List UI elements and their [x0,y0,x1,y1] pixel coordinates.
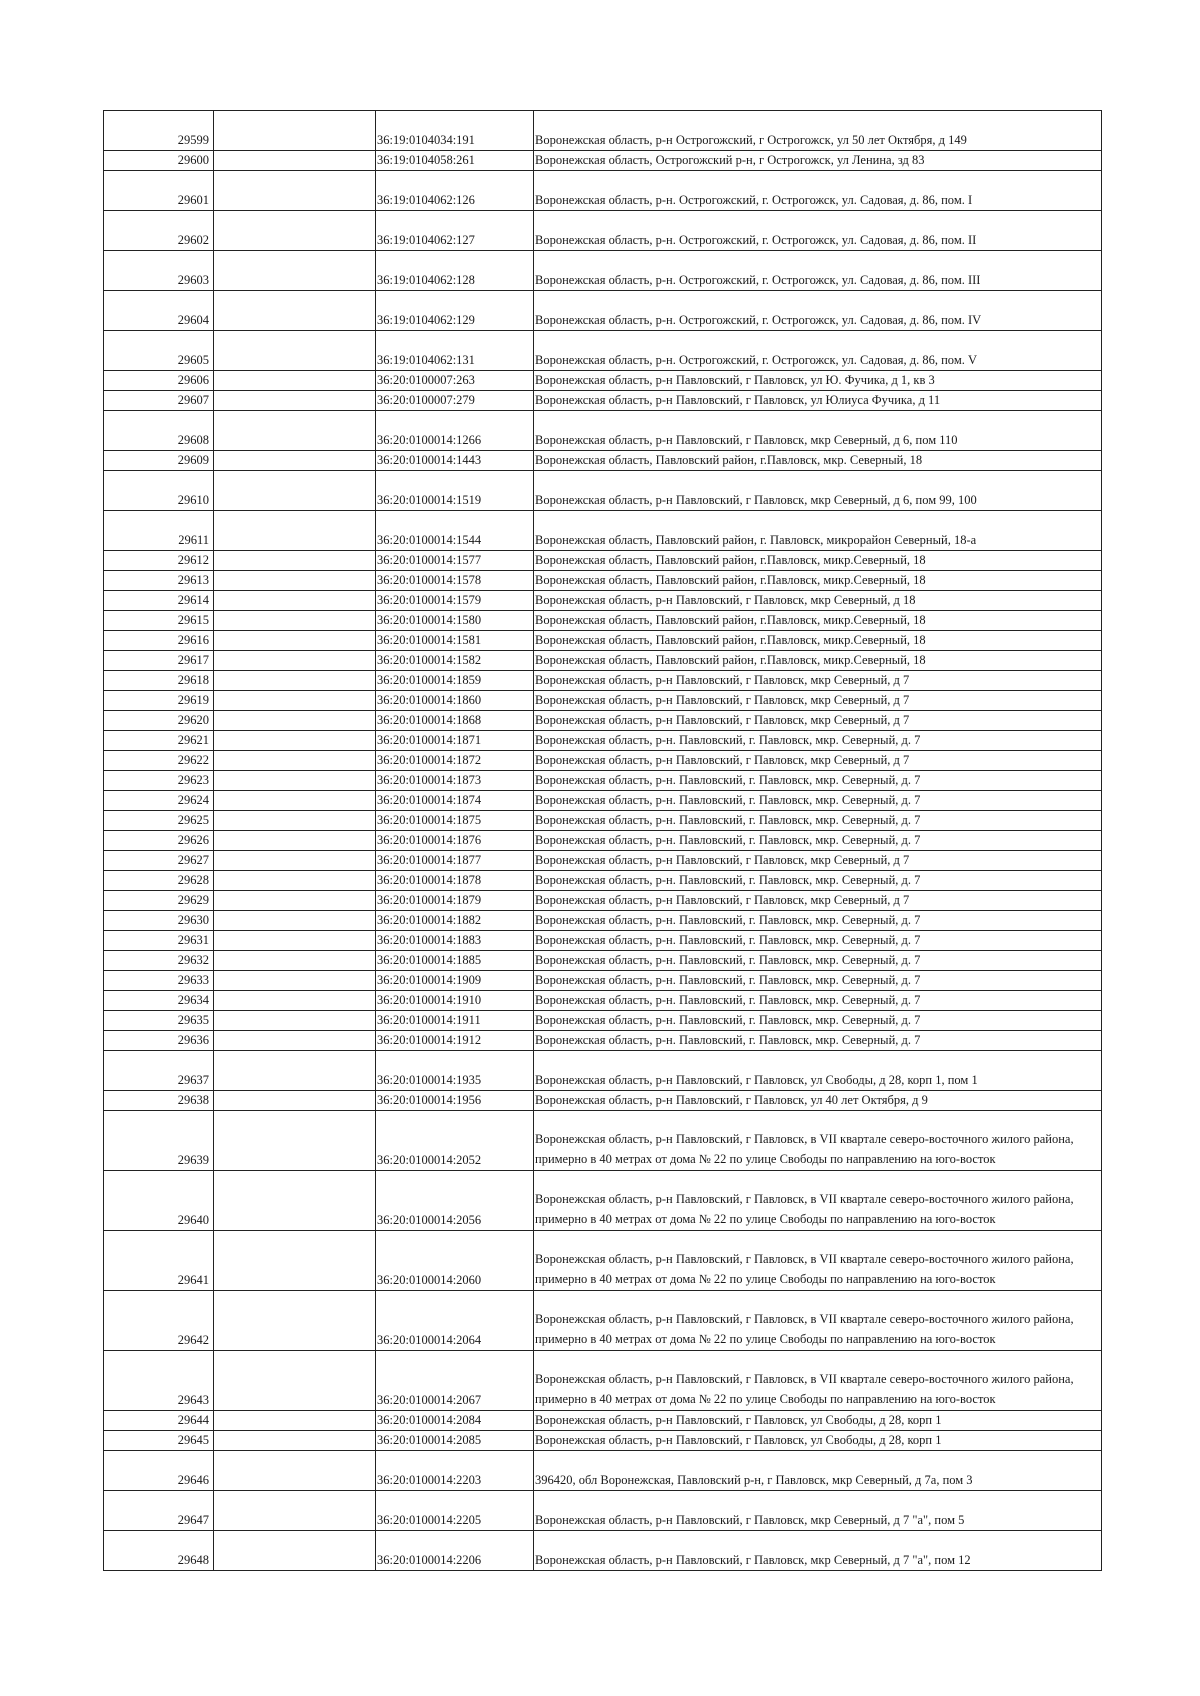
table-row [104,1431,1102,1451]
table-row [104,591,1102,611]
empty-cell [214,1031,376,1051]
cadastral-number-cell: 36:20:0100014:1443 [376,451,534,471]
row-number-cell: 29642 [104,1291,214,1351]
address-cell: Воронежская область, р-н Павловский, г Павловск, мкр Северный, д 18 [534,591,1102,611]
table-row [104,691,1102,711]
row-number-cell: 29615 [104,611,214,631]
row-number-cell: 29616 [104,631,214,651]
cadastral-number-cell: 36:20:0100014:1582 [376,651,534,671]
row-number-cell: 29635 [104,1011,214,1031]
row-number-cell: 29640 [104,1171,214,1231]
cadastral-number-cell: 36:19:0104062:126 [376,171,534,211]
row-number-cell: 29617 [104,651,214,671]
cadastral-number-cell: 36:20:0100014:1910 [376,991,534,1011]
cadastral-number-cell: 36:20:0100014:1911 [376,1011,534,1031]
empty-cell [214,1451,376,1491]
row-number-cell: 29622 [104,751,214,771]
cadastral-number-cell: 36:20:0100014:1885 [376,951,534,971]
empty-cell [214,1411,376,1431]
address-cell: Воронежская область, р-н Павловский, г Павловск, ул Свободы, д 28, корп 1 [534,1411,1102,1431]
registry-table-sheet [103,110,1101,1571]
row-number-cell: 29628 [104,871,214,891]
row-number-cell: 29602 [104,211,214,251]
row-number-cell: 29613 [104,571,214,591]
row-number-cell: 29637 [104,1051,214,1091]
empty-cell [214,731,376,751]
address-cell: Воронежская область, р-н. Павловский, г. Павловск, мкр. Северный, д. 7 [534,791,1102,811]
empty-cell [214,771,376,791]
table-row [104,971,1102,991]
cadastral-number-cell: 36:20:0100014:1860 [376,691,534,711]
address-cell: Воронежская область, р-н Павловский, г Павловск, мкр Северный, д 7 [534,851,1102,871]
row-number-cell: 29607 [104,391,214,411]
cadastral-number-cell: 36:20:0100014:2206 [376,1531,534,1571]
address-cell: 396420, обл Воронежская, Павловский р-н, г Павловск, мкр Северный, д 7а, пом 3 [534,1451,1102,1491]
table-row [104,471,1102,511]
table-row [104,851,1102,871]
cadastral-number-cell: 36:19:0104034:191 [376,111,534,151]
table-row [104,951,1102,971]
cadastral-number-cell: 36:20:0100014:1912 [376,1031,534,1051]
address-cell: Воронежская область, Павловский район, г.Павловск, мкр. Северный, 18 [534,451,1102,471]
empty-cell [214,851,376,871]
cadastral-number-cell: 36:20:0100014:1580 [376,611,534,631]
cadastral-number-cell: 36:20:0100014:2060 [376,1231,534,1291]
address-cell: Воронежская область, р-н Павловский, г Павловск, в VII квартале северо-восточного жилого района, примерно в 40 метрах от дома № 22 по улице Свободы по направлению на юго-восток [534,1171,1102,1231]
cadastral-number-cell: 36:20:0100014:1579 [376,591,534,611]
address-cell: Воронежская область, р-н Павловский, г Павловск, ул Свободы, д 28, корп 1, пом 1 [534,1051,1102,1091]
address-cell: Воронежская область, р-н. Павловский, г. Павловск, мкр. Северный, д. 7 [534,991,1102,1011]
empty-cell [214,1231,376,1291]
empty-cell [214,651,376,671]
empty-cell [214,991,376,1011]
table-row [104,811,1102,831]
table-row [104,631,1102,651]
empty-cell [214,1431,376,1451]
address-cell: Воронежская область, р-н Павловский, г Павловск, мкр Северный, д 6, пом 99, 100 [534,471,1102,511]
table-row [104,111,1102,151]
empty-cell [214,611,376,631]
row-number-cell: 29647 [104,1491,214,1531]
cadastral-number-cell: 36:20:0100014:1519 [376,471,534,511]
table-row [104,291,1102,331]
empty-cell [214,1051,376,1091]
row-number-cell: 29599 [104,111,214,151]
row-number-cell: 29606 [104,371,214,391]
address-cell: Воронежская область, р-н Павловский, г Павловск, ул 40 лет Октября, д 9 [534,1091,1102,1111]
address-cell: Воронежская область, р-н. Павловский, г. Павловск, мкр. Северный, д. 7 [534,771,1102,791]
empty-cell [214,1091,376,1111]
cadastral-number-cell: 36:20:0100007:279 [376,391,534,411]
row-number-cell: 29636 [104,1031,214,1051]
cadastral-number-cell: 36:20:0100014:1875 [376,811,534,831]
empty-cell [214,251,376,291]
table-row [104,391,1102,411]
empty-cell [214,1011,376,1031]
address-cell: Воронежская область, Павловский район, г.Павловск, микр.Северный, 18 [534,551,1102,571]
address-cell: Воронежская область, р-н Павловский, г Павловск, мкр Северный, д 7 [534,691,1102,711]
table-row [104,671,1102,691]
row-number-cell: 29631 [104,931,214,951]
row-number-cell: 29644 [104,1411,214,1431]
address-cell: Воронежская область, р-н Павловский, г Павловск, мкр Северный, д 7 [534,671,1102,691]
row-number-cell: 29610 [104,471,214,511]
address-cell: Воронежская область, р-н Павловский, г Павловск, в VII квартале северо-восточного жилого района, примерно в 40 метрах от дома № 22 по улице Свободы по направлению на юго-восток [534,1231,1102,1291]
row-number-cell: 29601 [104,171,214,211]
cadastral-number-cell: 36:20:0100014:1877 [376,851,534,871]
address-cell: Воронежская область, р-н. Павловский, г. Павловск, мкр. Северный, д. 7 [534,951,1102,971]
table-row [104,571,1102,591]
row-number-cell: 29614 [104,591,214,611]
row-number-cell: 29632 [104,951,214,971]
table-row [104,1491,1102,1531]
row-number-cell: 29630 [104,911,214,931]
empty-cell [214,1111,376,1171]
address-cell: Воронежская область, р-н Павловский, г Павловск, мкр Северный, д 7 [534,751,1102,771]
empty-cell [214,631,376,651]
table-row [104,171,1102,211]
cadastral-number-cell: 36:19:0104062:127 [376,211,534,251]
cadastral-number-cell: 36:20:0100014:1956 [376,1091,534,1111]
empty-cell [214,151,376,171]
registry-table-body [104,111,1102,1571]
row-number-cell: 29629 [104,891,214,911]
address-cell: Воронежская область, Павловский район, г.Павловск, микр.Северный, 18 [534,631,1102,651]
table-row [104,831,1102,851]
row-number-cell: 29619 [104,691,214,711]
empty-cell [214,811,376,831]
cadastral-number-cell: 36:20:0100014:1879 [376,891,534,911]
row-number-cell: 29608 [104,411,214,451]
address-cell: Воронежская область, р-н. Острогожский, г. Острогожск, ул. Садовая, д. 86, пом. IV [534,291,1102,331]
table-row [104,1111,1102,1171]
empty-cell [214,891,376,911]
row-number-cell: 29603 [104,251,214,291]
table-row [104,1031,1102,1051]
cadastral-number-cell: 36:20:0100014:1868 [376,711,534,731]
address-cell: Воронежская область, р-н. Павловский, г. Павловск, мкр. Северный, д. 7 [534,871,1102,891]
row-number-cell: 29604 [104,291,214,331]
address-cell: Воронежская область, р-н Павловский, г Павловск, ул Свободы, д 28, корп 1 [534,1431,1102,1451]
empty-cell [214,791,376,811]
cadastral-number-cell: 36:20:0100014:1872 [376,751,534,771]
cadastral-number-cell: 36:20:0100014:2085 [376,1431,534,1451]
address-cell: Воронежская область, р-н. Павловский, г. Павловск, мкр. Северный, д. 7 [534,831,1102,851]
table-row [104,451,1102,471]
empty-cell [214,751,376,771]
address-cell: Воронежская область, р-н Павловский, г Павловск, в VII квартале северо-восточного жилого района, примерно в 40 метрах от дома № 22 по улице Свободы по направлению на юго-восток [534,1351,1102,1411]
table-row [104,651,1102,671]
empty-cell [214,911,376,931]
empty-cell [214,411,376,451]
table-row [104,1011,1102,1031]
address-cell: Воронежская область, р-н Павловский, г Павловск, мкр Северный, д 7 "а", пом 12 [534,1531,1102,1571]
empty-cell [214,1531,376,1571]
address-cell: Воронежская область, Павловский район, г. Павловск, микрорайон Северный, 18-а [534,511,1102,551]
address-cell: Воронежская область, р-н Павловский, г Павловск, ул Юлиуса Фучика, д 11 [534,391,1102,411]
cadastral-number-cell: 36:20:0100014:1577 [376,551,534,571]
row-number-cell: 29645 [104,1431,214,1451]
cadastral-number-cell: 36:20:0100014:1859 [376,671,534,691]
row-number-cell: 29639 [104,1111,214,1171]
cadastral-number-cell: 36:20:0100014:1578 [376,571,534,591]
cadastral-number-cell: 36:20:0100014:1266 [376,411,534,451]
row-number-cell: 29625 [104,811,214,831]
empty-cell [214,591,376,611]
cadastral-number-cell: 36:20:0100014:1876 [376,831,534,851]
row-number-cell: 29611 [104,511,214,551]
table-row [104,751,1102,771]
table-row [104,871,1102,891]
table-row [104,611,1102,631]
address-cell: Воронежская область, р-н. Павловский, г. Павловск, мкр. Северный, д. 7 [534,931,1102,951]
address-cell: Воронежская область, р-н Павловский, г Павловск, мкр Северный, д 7 [534,711,1102,731]
cadastral-number-cell: 36:20:0100014:1581 [376,631,534,651]
cadastral-number-cell: 36:20:0100014:1878 [376,871,534,891]
empty-cell [214,111,376,151]
address-cell: Воронежская область, р-н Острогожский, г Острогожск, ул 50 лет Октября, д 149 [534,111,1102,151]
cadastral-number-cell: 36:19:0104062:131 [376,331,534,371]
address-cell: Воронежская область, р-н Павловский, г Павловск, мкр Северный, д 7 [534,891,1102,911]
address-cell: Воронежская область, р-н. Острогожский, г. Острогожск, ул. Садовая, д. 86, пом. III [534,251,1102,291]
row-number-cell: 29633 [104,971,214,991]
address-cell: Воронежская область, р-н. Павловский, г. Павловск, мкр. Северный, д. 7 [534,731,1102,751]
table-row [104,151,1102,171]
row-number-cell: 29620 [104,711,214,731]
empty-cell [214,691,376,711]
cadastral-number-cell: 36:20:0100014:1874 [376,791,534,811]
empty-cell [214,871,376,891]
table-row [104,551,1102,571]
cadastral-number-cell: 36:19:0104062:129 [376,291,534,331]
empty-cell [214,971,376,991]
cadastral-number-cell: 36:20:0100014:2052 [376,1111,534,1171]
table-row [104,931,1102,951]
address-cell: Воронежская область, Павловский район, г.Павловск, микр.Северный, 18 [534,651,1102,671]
empty-cell [214,171,376,211]
empty-cell [214,1291,376,1351]
table-row [104,771,1102,791]
address-cell: Воронежская область, р-н. Павловский, г. Павловск, мкр. Северный, д. 7 [534,811,1102,831]
row-number-cell: 29624 [104,791,214,811]
address-cell: Воронежская область, р-н Павловский, г Павловск, мкр Северный, д 6, пом 110 [534,411,1102,451]
cadastral-number-cell: 36:19:0104062:128 [376,251,534,291]
cadastral-number-cell: 36:20:0100014:1909 [376,971,534,991]
cadastral-number-cell: 36:20:0100014:2084 [376,1411,534,1431]
table-row [104,1171,1102,1231]
row-number-cell: 29638 [104,1091,214,1111]
address-cell: Воронежская область, р-н. Павловский, г. Павловск, мкр. Северный, д. 7 [534,911,1102,931]
row-number-cell: 29634 [104,991,214,1011]
empty-cell [214,671,376,691]
cadastral-number-cell: 36:20:0100014:1883 [376,931,534,951]
address-cell: Воронежская область, р-н. Острогожский, г. Острогожск, ул. Садовая, д. 86, пом. I [534,171,1102,211]
row-number-cell: 29618 [104,671,214,691]
table-row [104,1451,1102,1491]
cadastral-number-cell: 36:20:0100014:2205 [376,1491,534,1531]
row-number-cell: 29605 [104,331,214,371]
table-row [104,251,1102,291]
address-cell: Воронежская область, р-н. Павловский, г. Павловск, мкр. Северный, д. 7 [534,1031,1102,1051]
table-row [104,1531,1102,1571]
empty-cell [214,571,376,591]
table-row [104,411,1102,451]
row-number-cell: 29612 [104,551,214,571]
cadastral-number-cell: 36:20:0100014:1935 [376,1051,534,1091]
table-row [104,991,1102,1011]
empty-cell [214,331,376,371]
row-number-cell: 29643 [104,1351,214,1411]
address-cell: Воронежская область, Острогожский р-н, г Острогожск, ул Ленина, зд 83 [534,151,1102,171]
cadastral-number-cell: 36:20:0100014:1871 [376,731,534,751]
cadastral-number-cell: 36:20:0100014:1873 [376,771,534,791]
table-row [104,711,1102,731]
empty-cell [214,951,376,971]
table-row [104,791,1102,811]
row-number-cell: 29609 [104,451,214,471]
row-number-cell: 29648 [104,1531,214,1571]
table-row [104,1091,1102,1111]
cadastral-number-cell: 36:20:0100014:1882 [376,911,534,931]
cadastral-number-cell: 36:20:0100014:2064 [376,1291,534,1351]
empty-cell [214,831,376,851]
table-row [104,331,1102,371]
address-cell: Воронежская область, р-н Павловский, г Павловск, в VII квартале северо-восточного жилого района, примерно в 40 метрах от дома № 22 по улице Свободы по направлению на юго-восток [534,1291,1102,1351]
row-number-cell: 29621 [104,731,214,751]
empty-cell [214,1171,376,1231]
address-cell: Воронежская область, р-н Павловский, г Павловск, мкр Северный, д 7 "а", пом 5 [534,1491,1102,1531]
table-row [104,371,1102,391]
table-row [104,511,1102,551]
empty-cell [214,1351,376,1411]
empty-cell [214,471,376,511]
table-row [104,731,1102,751]
table-row [104,1291,1102,1351]
empty-cell [214,1491,376,1531]
cadastral-number-cell: 36:19:0104058:261 [376,151,534,171]
empty-cell [214,391,376,411]
address-cell: Воронежская область, р-н. Павловский, г. Павловск, мкр. Северный, д. 7 [534,1011,1102,1031]
address-cell: Воронежская область, р-н Павловский, г Павловск, в VII квартале северо-восточного жилого района, примерно в 40 метрах от дома № 22 по улице Свободы по направлению на юго-восток [534,1111,1102,1171]
address-cell: Воронежская область, р-н. Острогожский, г. Острогожск, ул. Садовая, д. 86, пом. V [534,331,1102,371]
empty-cell [214,551,376,571]
table-row [104,1351,1102,1411]
empty-cell [214,511,376,551]
cadastral-number-cell: 36:20:0100014:2203 [376,1451,534,1491]
row-number-cell: 29641 [104,1231,214,1291]
address-cell: Воронежская область, р-н. Павловский, г. Павловск, мкр. Северный, д. 7 [534,971,1102,991]
cadastral-number-cell: 36:20:0100014:1544 [376,511,534,551]
row-number-cell: 29646 [104,1451,214,1491]
cadastral-number-cell: 36:20:0100007:263 [376,371,534,391]
row-number-cell: 29600 [104,151,214,171]
cadastral-number-cell: 36:20:0100014:2056 [376,1171,534,1231]
address-cell: Воронежская область, р-н. Острогожский, г. Острогожск, ул. Садовая, д. 86, пом. II [534,211,1102,251]
empty-cell [214,211,376,251]
empty-cell [214,371,376,391]
empty-cell [214,451,376,471]
row-number-cell: 29623 [104,771,214,791]
empty-cell [214,291,376,331]
empty-cell [214,711,376,731]
table-row [104,1411,1102,1431]
table-row [104,211,1102,251]
address-cell: Воронежская область, Павловский район, г.Павловск, микр.Северный, 18 [534,571,1102,591]
cadastral-number-cell: 36:20:0100014:2067 [376,1351,534,1411]
empty-cell [214,931,376,951]
row-number-cell: 29626 [104,831,214,851]
row-number-cell: 29627 [104,851,214,871]
address-cell: Воронежская область, Павловский район, г.Павловск, микр.Северный, 18 [534,611,1102,631]
table-row [104,891,1102,911]
table-row [104,911,1102,931]
address-cell: Воронежская область, р-н Павловский, г Павловск, ул Ю. Фучика, д 1, кв 3 [534,371,1102,391]
table-row [104,1231,1102,1291]
table-row [104,1051,1102,1091]
registry-table [103,110,1102,1571]
